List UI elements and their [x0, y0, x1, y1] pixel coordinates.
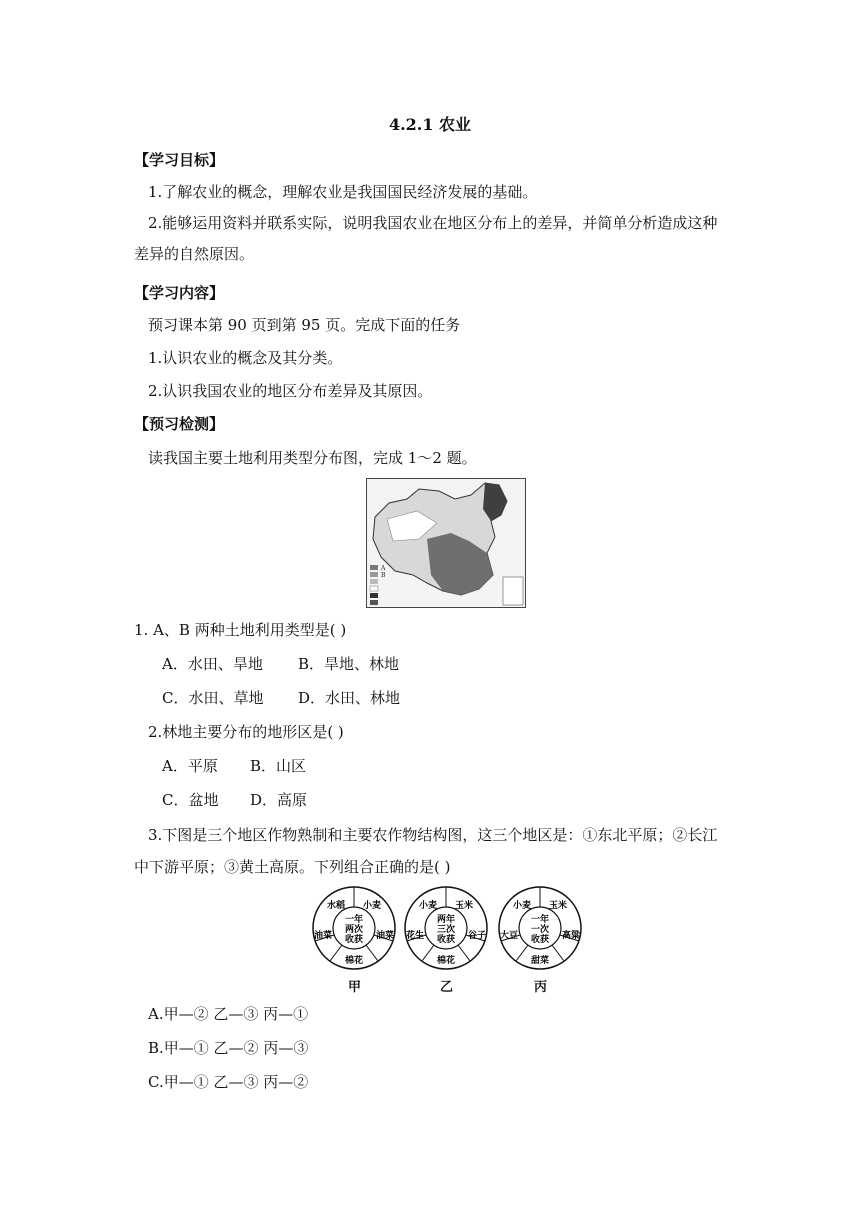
wheel-bing-center-1: 一年 [530, 915, 550, 925]
wheel-jia-crop-3: 油菜 [375, 931, 395, 941]
map-legend-a: A [381, 565, 386, 572]
content-header: 【学习内容】 [134, 284, 225, 302]
wheel-jia-crop-1: 水稻 [326, 901, 346, 911]
wheel-jia-crop-4: 棉花 [344, 956, 364, 966]
wheel-yi [405, 887, 487, 969]
wheel-bing-label: 丙 [534, 980, 548, 995]
crop-wheels-figure [312, 882, 584, 995]
q1-option-a: A．水田、旱地 [162, 655, 263, 673]
wheel-bing-crop-4: 甜菜 [530, 956, 550, 966]
content-intro: 预习课本第 90 页到第 95 页。完成下面的任务 [148, 316, 461, 334]
check-header: 【预习检测】 [134, 415, 225, 433]
wheel-bing [499, 887, 581, 969]
wheel-jia [313, 887, 395, 969]
wheel-jia-center-3: 收获 [344, 935, 364, 945]
wheel-jia-center-1: 一年 [344, 915, 364, 925]
q1-option-c: C．水田、草地 [162, 689, 264, 707]
wheel-yi-crop-1: 小麦 [418, 901, 438, 911]
goal-1: 1.了解农业的概念，理解农业是我国国民经济发展的基础。 [148, 183, 538, 201]
wheel-yi-center-2: 三次 [436, 925, 456, 935]
goal-2-line-1: 2.能够运用资料并联系实际，说明我国农业在地区分布上的差异，并简单分析造成这种 [148, 214, 718, 232]
q1-option-d: D．水田、林地 [298, 689, 401, 707]
page-title: 4.2.1 农业 [388, 115, 472, 134]
wheel-bing-crop-3: 高粱 [561, 931, 581, 941]
wheel-jia-crop-5: 油菜 [313, 931, 333, 941]
q1-option-b: B．旱地、林地 [298, 655, 400, 673]
map-legend-b: B [381, 572, 386, 579]
q3-stem-line-2: 中下游平原；③黄土高原。下列组合正确的是( ) [134, 858, 451, 876]
q2-option-b: B．山区 [250, 757, 307, 775]
q1-stem: 1. A、B 两种土地利用类型是( ) [134, 621, 347, 639]
wheel-yi-crop-3: 谷子 [467, 931, 487, 941]
q2-option-d: D．高原 [250, 791, 308, 809]
wheel-yi-center-3: 收获 [436, 935, 456, 945]
wheel-bing-center-2: 一次 [530, 925, 550, 935]
wheel-yi-crop-5: 花生 [405, 931, 425, 941]
wheel-bing-crop-5: 大豆 [499, 931, 519, 941]
wheel-yi-center-1: 两年 [436, 915, 456, 925]
goals-header: 【学习目标】 [134, 151, 225, 169]
wheel-jia-center-2: 两次 [344, 925, 364, 935]
content-item-1: 1.认识农业的概念及其分类。 [148, 349, 343, 367]
q2-stem: 2.林地主要分布的地形区是( ) [148, 723, 344, 741]
q3-option-a: A.甲—② 乙—③ 丙—① [148, 1005, 309, 1023]
goal-2-line-2: 差异的自然原因。 [134, 245, 255, 263]
wheel-yi-crop-2: 玉米 [454, 901, 474, 911]
q3-option-b: B.甲—① 乙—② 丙—③ [148, 1039, 309, 1057]
q2-option-a: A．平原 [162, 757, 218, 775]
check-intro: 读我国主要土地利用类型分布图，完成 1～2 题。 [148, 449, 477, 467]
wheel-jia-label: 甲 [348, 980, 362, 995]
q3-option-c: C.甲—① 乙—③ 丙—② [148, 1073, 309, 1091]
wheel-bing-crop-2: 玉米 [548, 901, 568, 911]
wheel-bing-crop-1: 小麦 [512, 901, 532, 911]
wheel-jia-crop-2: 小麦 [362, 901, 382, 911]
wheel-yi-label: 乙 [440, 980, 454, 995]
q2-option-c: C．盆地 [162, 791, 219, 809]
content-item-2: 2.认识我国农业的地区分布差异及其原因。 [148, 382, 433, 400]
wheel-yi-crop-4: 棉花 [436, 956, 456, 966]
wheel-bing-center-3: 收获 [530, 935, 550, 945]
q3-stem-line-1: 3.下图是三个地区作物熟制和主要农作物结构图，这三个地区是：①东北平原；②长江 [148, 826, 718, 844]
land-use-map [366, 478, 526, 608]
